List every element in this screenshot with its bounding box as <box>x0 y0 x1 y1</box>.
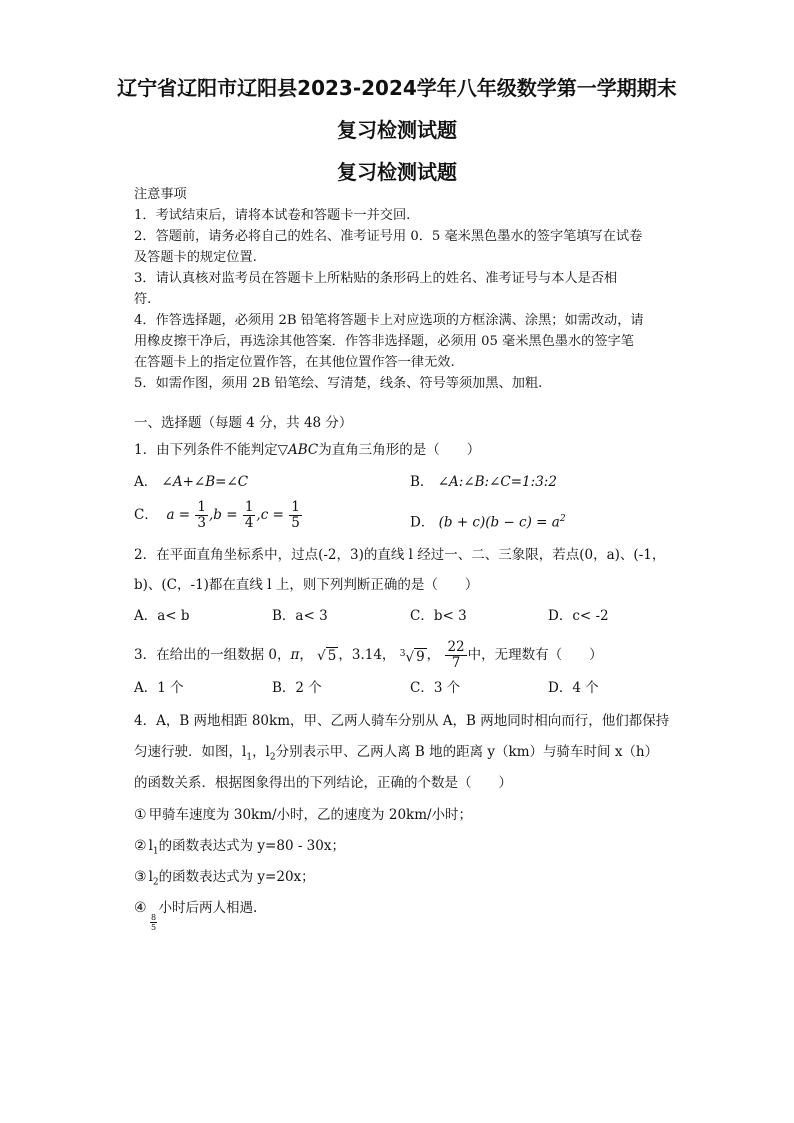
pi-symbol: π <box>290 647 300 663</box>
numerator: 1 <box>291 499 300 515</box>
question-4-line-1: 4．A，B 两地相距 80km，甲、乙两人骑车分别从 A，B 两地同时相向而行，他们都保持 <box>134 713 670 729</box>
section-heading: 一、选择题（每题 4 分，共 48 分） <box>134 415 353 431</box>
text: 分别表示甲、乙两人离 B 地的距离 y（km）与骑车时间 x（h） <box>275 744 659 760</box>
notes-heading: 注意事项 <box>134 187 187 202</box>
note-line: 3．请认真核对监考员在答题卡上所粘贴的条形码上的姓名、准考证号与本人是否相 <box>134 271 618 286</box>
cube-root: $^3$√ 9 <box>399 648 425 666</box>
title-line-3: 复习检测试题 <box>337 160 457 184</box>
circled-number: ④ <box>134 900 147 916</box>
note-line: 符. <box>134 292 152 307</box>
statement-text: 的函数表达式为 y=20x； <box>158 869 315 885</box>
statement-3 <box>134 867 315 893</box>
q3-stem-text-end: 中，无理数有（ ） <box>467 647 603 663</box>
separator: ，3.14， <box>338 647 396 663</box>
option-label: A． <box>134 474 158 490</box>
question-4-line-3: 的函数关系．根据图象得出的下列结论，正确的个数是（ ） <box>134 775 512 791</box>
option-text: ∠A:∠B:∠C=1:3:2 <box>437 474 557 490</box>
fraction <box>289 500 302 531</box>
q2-option-c: C．b< 3 <box>410 608 467 624</box>
q3-option-d: D．4 个 <box>548 680 599 696</box>
numerator: 8 <box>151 913 157 922</box>
circled-number: ② <box>134 838 147 854</box>
statement-text: 小时后两人相遇. <box>158 900 258 916</box>
radicand: 5 <box>327 647 337 664</box>
text: l <box>148 869 153 885</box>
exponent: 2 <box>559 514 566 524</box>
question-1-stem <box>134 440 480 460</box>
subscript: 2 <box>269 752 276 763</box>
q3-option-a: A．1 个 <box>134 680 184 696</box>
subscript: 1 <box>246 752 253 763</box>
subscript: 1 <box>152 846 159 857</box>
q1-option-a <box>134 472 248 492</box>
option-label: C． <box>134 507 158 523</box>
question-3-stem <box>134 640 603 671</box>
q1-stem-text: 1．由下列条件不能判定 <box>134 442 278 458</box>
q3-option-b: B．2 个 <box>272 680 322 696</box>
option-label: D． <box>410 514 435 531</box>
square-root: √ 5 <box>317 647 337 664</box>
text: 匀速行驶．如图，l <box>134 744 247 760</box>
denominator: 3 <box>197 515 206 531</box>
circled-number: ③ <box>134 869 147 885</box>
statement-1 <box>134 805 472 825</box>
q2-option-b: B．a< 3 <box>272 608 328 624</box>
q1-option-b <box>410 472 557 492</box>
statement-2 <box>134 836 345 862</box>
q3-stem-text: 3．在给出的一组数据 0， <box>134 647 291 663</box>
note-line: 在答题卡上的指定位置作答，在其他位置作答一律无效. <box>134 355 455 370</box>
option-text: ∠A+∠B=∠C <box>161 474 249 490</box>
fraction <box>243 500 256 531</box>
option-label: B． <box>410 474 434 490</box>
separator: ， <box>426 647 441 663</box>
text: l <box>148 838 153 854</box>
q1-stem-text-end: 为直角三角形的是（ ） <box>318 442 481 458</box>
denominator: 4 <box>244 515 254 531</box>
q1-triangle: ▽ABC <box>277 442 319 458</box>
q1-option-d <box>410 509 566 533</box>
numerator: 22 <box>447 639 465 655</box>
title-line-1: 辽宁省辽阳市辽阳县2023-2024学年八年级数学第一学期期末 <box>117 76 677 100</box>
note-line: 1．考试结束后，请将本试卷和答题卡一并交回. <box>134 208 411 223</box>
text: ，l <box>252 744 270 760</box>
fraction <box>445 640 466 671</box>
note-line: 用橡皮擦干净后，再选涂其他答案．作答非选择题，必须用 05 毫米黑色墨水的签字笔 <box>134 334 634 349</box>
q3-option-c: C．3 个 <box>410 680 461 696</box>
fraction <box>195 500 208 531</box>
subscript: 2 <box>152 877 159 888</box>
note-line: 及答题卡的规定位置. <box>134 250 257 265</box>
denominator: 5 <box>291 515 300 531</box>
root-index: 3 <box>399 648 406 659</box>
question-4-line-2 <box>134 742 658 768</box>
question-2-line-1: 2．在平面直角坐标系中，过点(-2，3)的直线 l 经过一、二、三象限，若点(0，a)、(-1， <box>134 547 666 563</box>
math-text: a = <box>166 507 191 523</box>
statement-text: 甲骑车速度为 30km/小时，乙的速度为 20km/小时； <box>148 807 473 823</box>
math-text: ,c = <box>256 507 284 523</box>
q2-option-d: D．c< -2 <box>548 608 609 624</box>
radicand: 9 <box>416 649 425 666</box>
note-line: 5．如需作图，须用 2B 铅笔绘、写清楚，线条、符号等须加黑、加粗. <box>134 376 543 391</box>
note-line: 2．答题前，请务必将自己的姓名、准考证号用 0．5 毫米黑色墨水的签字笔填写在试卷 <box>134 229 643 244</box>
note-line: 4．作答选择题，必须用 2B 铅笔将答题卡上对应选项的方框涂满、涂黑；如需改动，请 <box>134 313 644 328</box>
question-2-line-2: b)、(C，-1)都在直线 l 上，则下列判断正确的是（ ） <box>134 577 479 593</box>
option-text: (b + c)(b − c) = a <box>438 514 560 531</box>
statement-text: 的函数表达式为 y=80 - 30x； <box>158 838 345 854</box>
math-text: ,b = <box>208 507 238 523</box>
q2-option-a: A．a< b <box>134 608 190 624</box>
denominator: 5 <box>151 923 157 932</box>
denominator: 7 <box>451 655 461 671</box>
numerator: 1 <box>244 499 254 515</box>
small-fraction <box>150 913 157 932</box>
q1-option-c <box>134 500 303 531</box>
circled-number: ① <box>134 807 147 823</box>
title-line-2: 复习检测试题 <box>337 118 457 142</box>
numerator: 1 <box>197 499 206 515</box>
separator: ， <box>299 647 313 663</box>
